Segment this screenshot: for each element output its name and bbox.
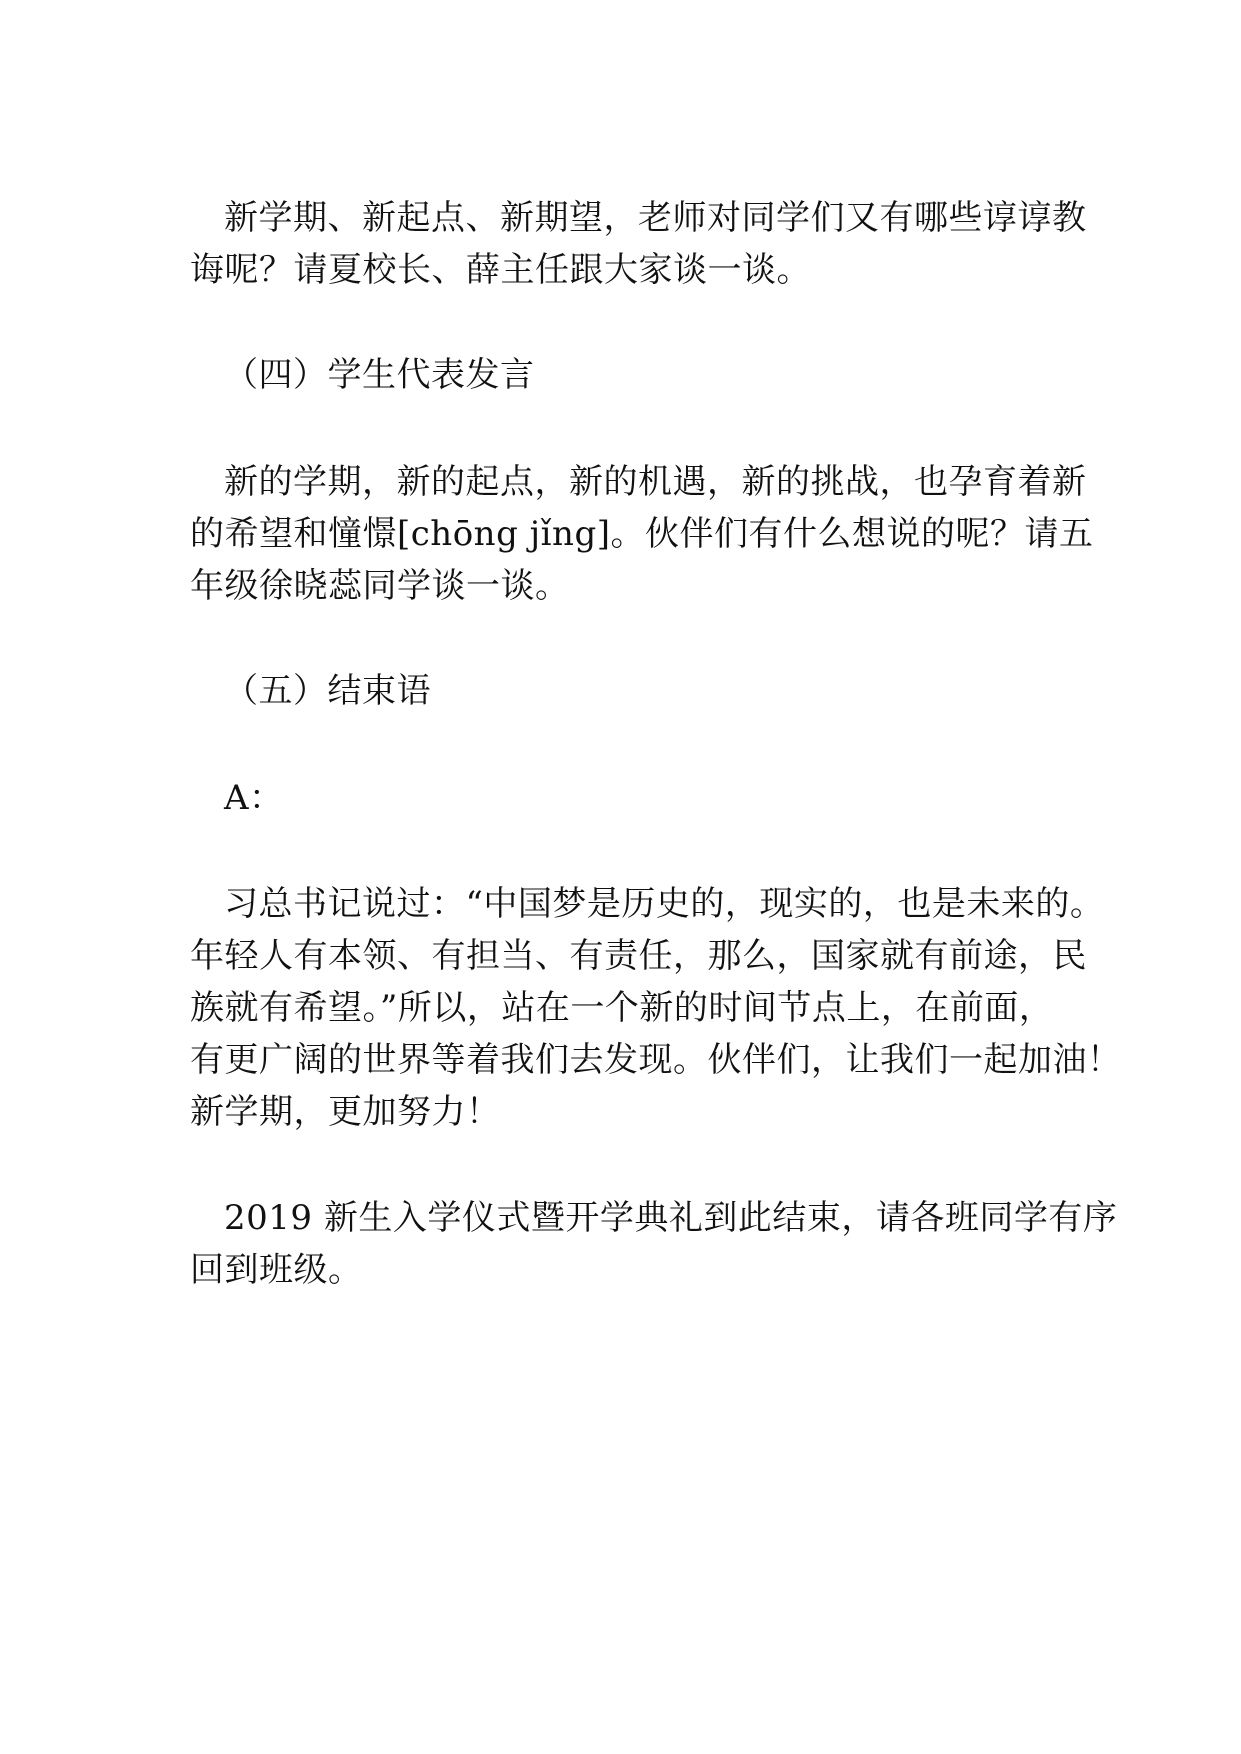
paragraph-3-line-4: 有更广阔的世界等着我们去发现。伙伴们，让我们一起加油！ <box>190 1040 1122 1080</box>
paragraph-4-line-1: 2019 新生入学仪式暨开学典礼到此结束，请各班同学有序 <box>224 1198 1118 1238</box>
paragraph-1-line-2: 诲呢？请夏校长、薛主任跟大家谈一谈。 <box>190 250 811 290</box>
paragraph-3-line-1: 习总书记说过：“中国梦是历史的，现实的，也是未来的。 <box>224 884 1105 924</box>
paragraph-3-line-5: 新学期，更加努力！ <box>190 1092 501 1132</box>
section-heading-4: （四）学生代表发言 <box>224 355 535 395</box>
paragraph-1-line-1: 新学期、新起点、新期望，老师对同学们又有哪些谆谆教 <box>224 198 1087 238</box>
paragraph-4-line-2: 回到班级。 <box>190 1250 363 1290</box>
paragraph-3-line-3: 族就有希望。”所以，站在一个新的时间节点上，在前面， <box>190 988 1054 1028</box>
paragraph-2-line-2: 的希望和憧憬[chōng jǐng]。伙伴们有什么想说的呢？请五 <box>190 514 1094 554</box>
paragraph-2-line-3: 年级徐晓蕊同学谈一谈。 <box>190 566 570 606</box>
section-heading-5: （五）结束语 <box>224 671 431 711</box>
speaker-label: A： <box>224 778 284 818</box>
paragraph-3-line-2: 年轻人有本领、有担当、有责任，那么，国家就有前途，民 <box>190 936 1087 976</box>
paragraph-2-line-1: 新的学期，新的起点，新的机遇，新的挑战，也孕育着新 <box>224 462 1087 502</box>
